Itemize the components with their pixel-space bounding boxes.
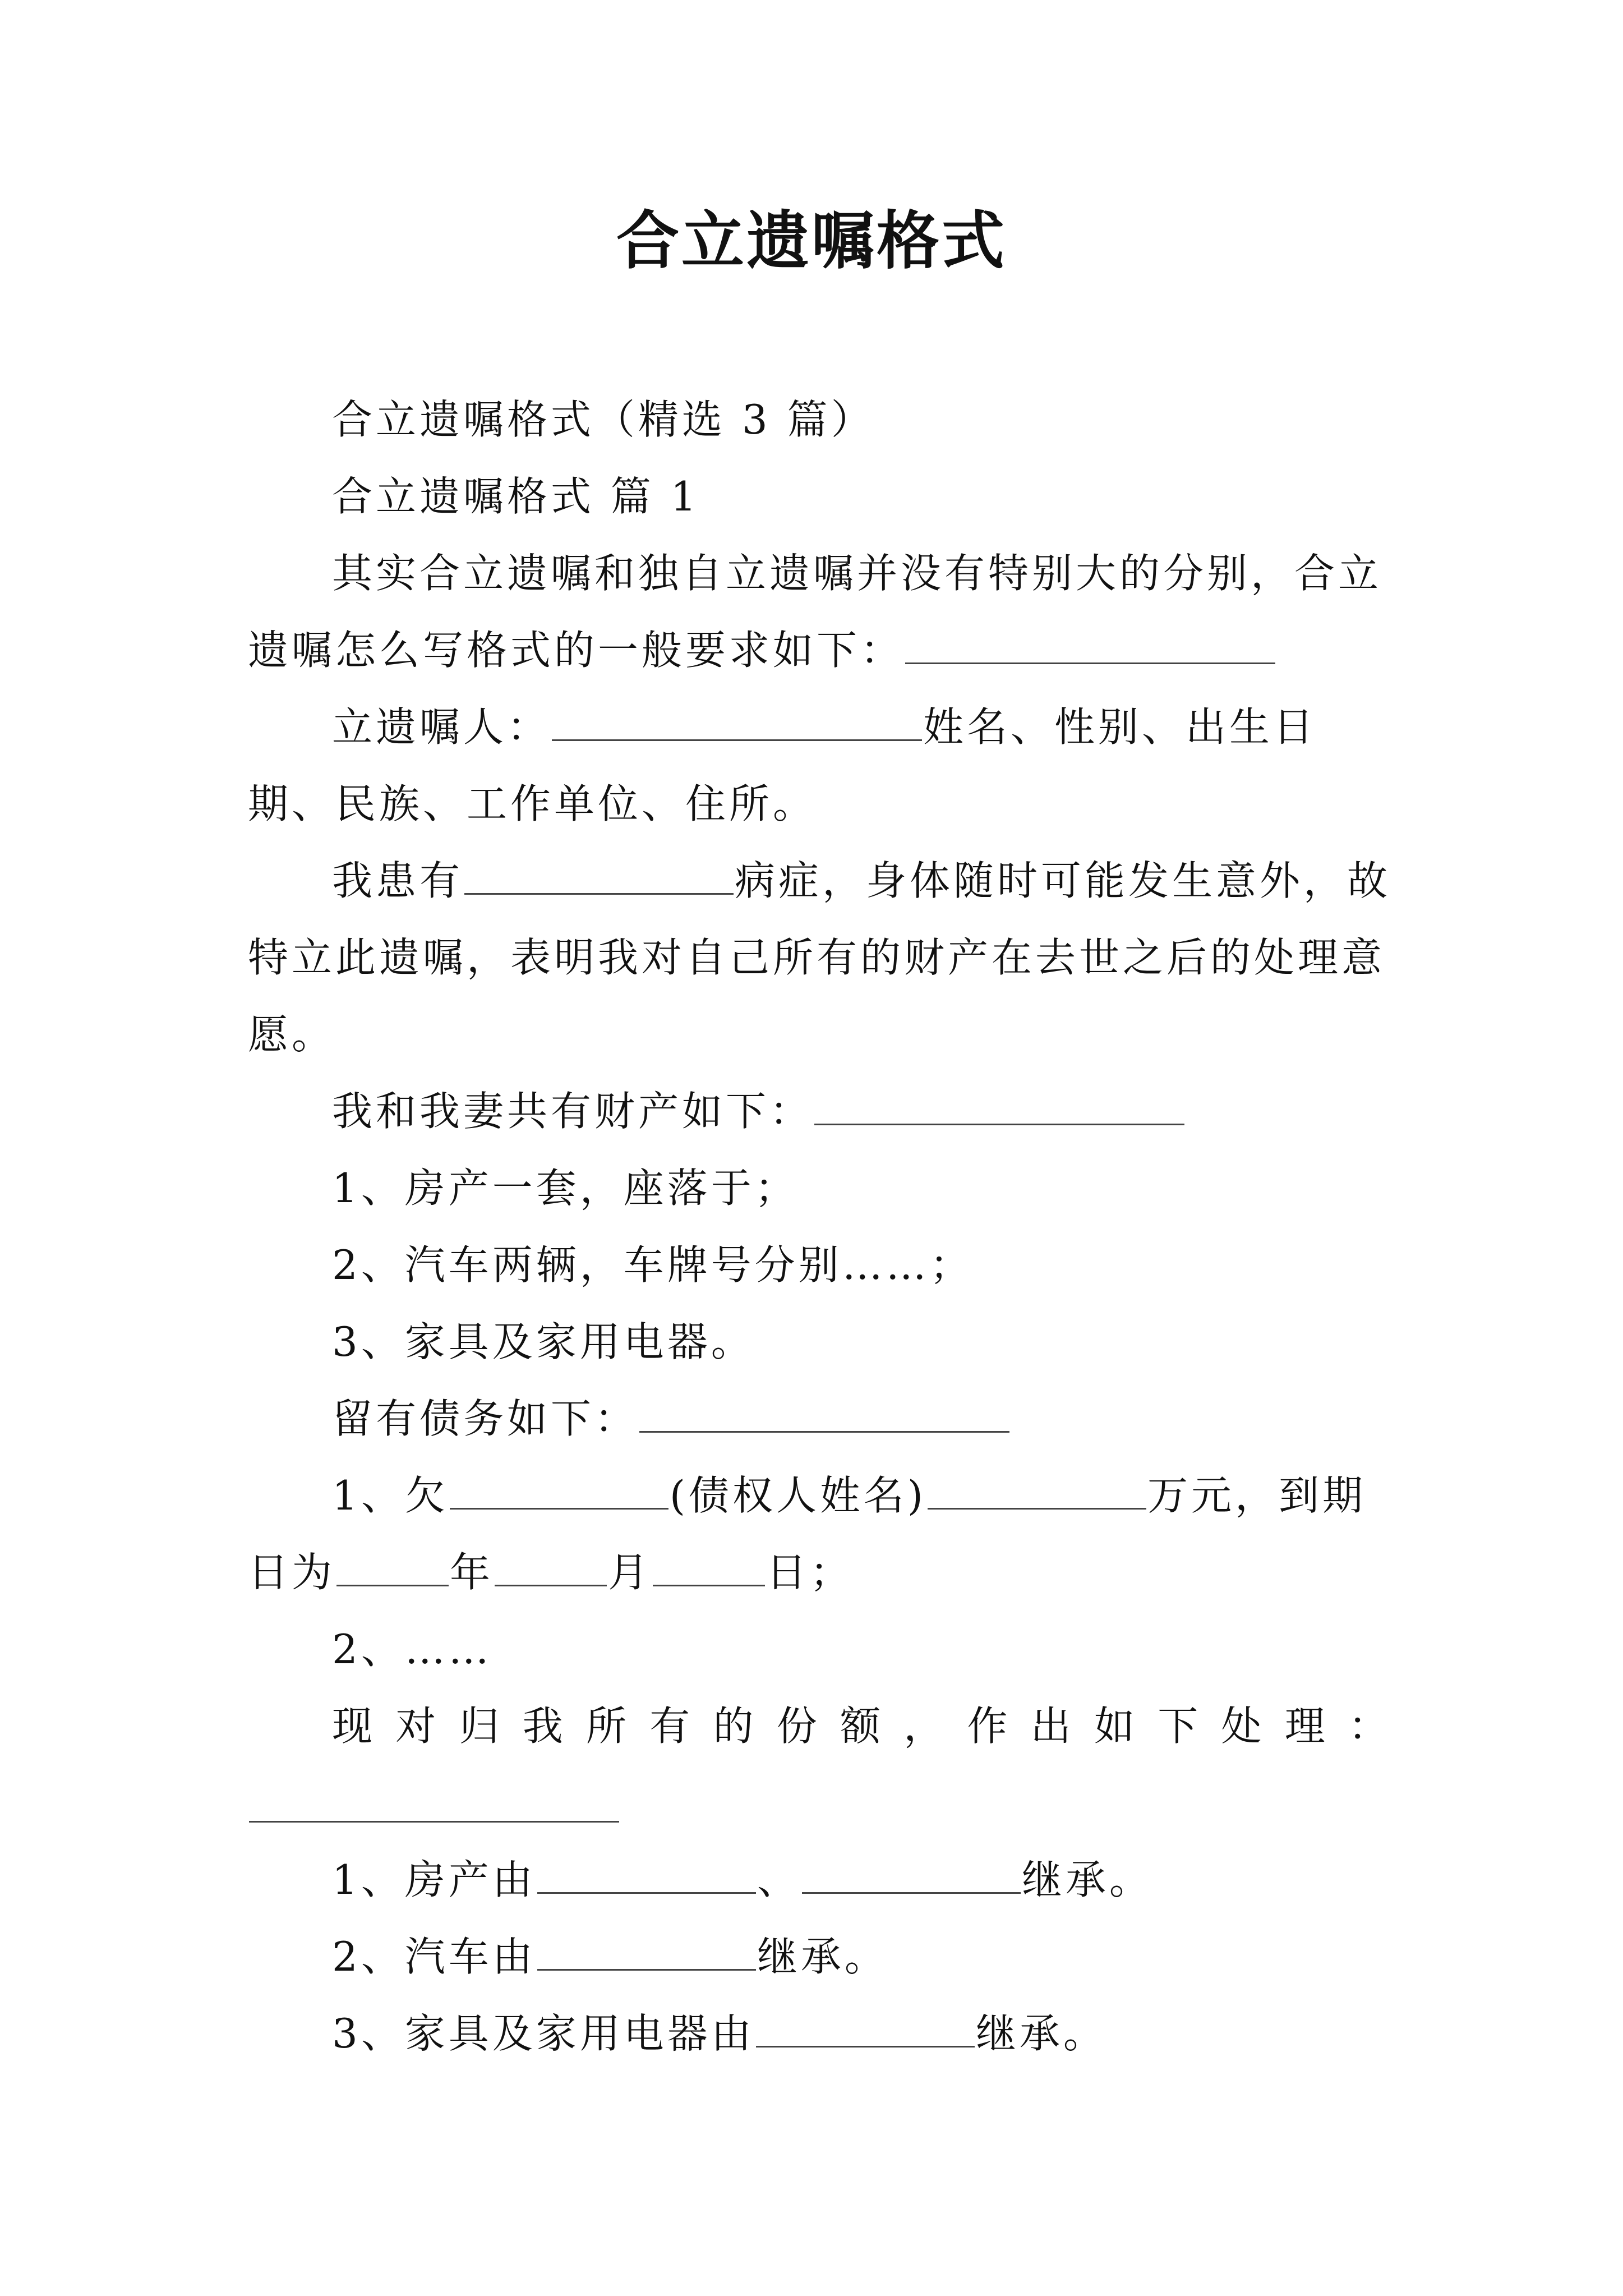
fill-blank — [928, 1474, 1146, 1510]
text: 2、汽车由 — [332, 1933, 536, 1980]
paragraph-subtitle — [248, 381, 1392, 458]
text: 继承。 — [1021, 1856, 1153, 1903]
fill-blank — [537, 1858, 756, 1894]
text: 3、家具及家用电器。 — [332, 1318, 755, 1365]
fill-blank — [814, 1090, 1184, 1125]
text: 其实合立遗嘱和独自立遗嘱并没有特别大的分别，合立遗嘱怎么写格式的一般要求如下： — [248, 550, 1382, 674]
fill-blank — [336, 1551, 449, 1586]
text: 3、家具及家用电器由 — [332, 2010, 755, 2057]
text: 2、汽车两辆，车牌号分别……； — [332, 1241, 974, 1289]
text: 、 — [757, 1856, 801, 1903]
list-item-debt-1 — [248, 1457, 1392, 1611]
text: 月 — [608, 1549, 652, 1596]
text: 留有债务如下： — [332, 1395, 639, 1442]
fill-blank — [756, 2012, 975, 2047]
text: 万元，到期日为 — [248, 1472, 1367, 1596]
text: 1、房产由 — [332, 1856, 536, 1903]
list-item-furniture — [248, 1304, 1392, 1381]
fill-blank — [249, 1787, 619, 1823]
text: 合立遗嘱格式 篇 1 — [332, 473, 700, 520]
list-item-car-inherit — [248, 1918, 1392, 1995]
list-item-furniture-inherit — [248, 1995, 1392, 2072]
disposal-blank-line — [248, 1765, 1392, 1842]
paragraph-disposal — [248, 1688, 1392, 1765]
paragraph-intro — [248, 535, 1392, 689]
list-item-house — [248, 1150, 1392, 1227]
text: 病症，身体随时可能发生意外，故特立此遗嘱，表明我对自己所有的财产在去世之后的处理意愿。 — [248, 857, 1391, 1058]
list-item-cars — [248, 1227, 1392, 1304]
paragraph-shared-property — [248, 1073, 1392, 1150]
fill-blank — [905, 629, 1275, 664]
fill-blank — [552, 706, 922, 741]
text: 日； — [766, 1549, 854, 1596]
fill-blank — [537, 1935, 756, 1971]
paragraph-testator — [248, 689, 1392, 843]
list-item-debt-2 — [248, 1611, 1392, 1688]
text: 继承。 — [757, 1933, 888, 1980]
fill-blank — [450, 1474, 668, 1510]
text: 继承。 — [975, 2010, 1107, 2057]
text: (债权人姓名) — [669, 1472, 926, 1519]
text: 年 — [450, 1549, 494, 1596]
document-body — [248, 381, 1392, 2072]
fill-blank — [495, 1551, 607, 1586]
paragraph-debts — [248, 1381, 1392, 1457]
text: 1、房产一套，座落于； — [332, 1165, 799, 1212]
paragraph-section-heading — [248, 458, 1392, 535]
list-item-house-inherit — [248, 1842, 1392, 1918]
text: 1、欠 — [332, 1472, 449, 1519]
document-title: 合立遗嘱格式 — [616, 204, 1007, 278]
text: 我和我妻共有财产如下： — [332, 1088, 814, 1135]
fill-blank — [802, 1858, 1021, 1894]
text: 现对归我所有的份额，作出如下处理： — [332, 1703, 1392, 1750]
fill-blank — [639, 1397, 1009, 1433]
text: 2、…… — [332, 1626, 492, 1673]
fill-blank — [464, 859, 734, 895]
text: 姓名、性别、出生日期、民族、工作单位、住所。 — [248, 703, 1317, 827]
paragraph-illness — [248, 843, 1392, 1073]
fill-blank — [653, 1551, 765, 1586]
text: 立遗嘱人： — [332, 703, 551, 751]
text: 我患有 — [332, 857, 464, 904]
text: 合立遗嘱格式（精选 3 篇） — [332, 396, 875, 443]
